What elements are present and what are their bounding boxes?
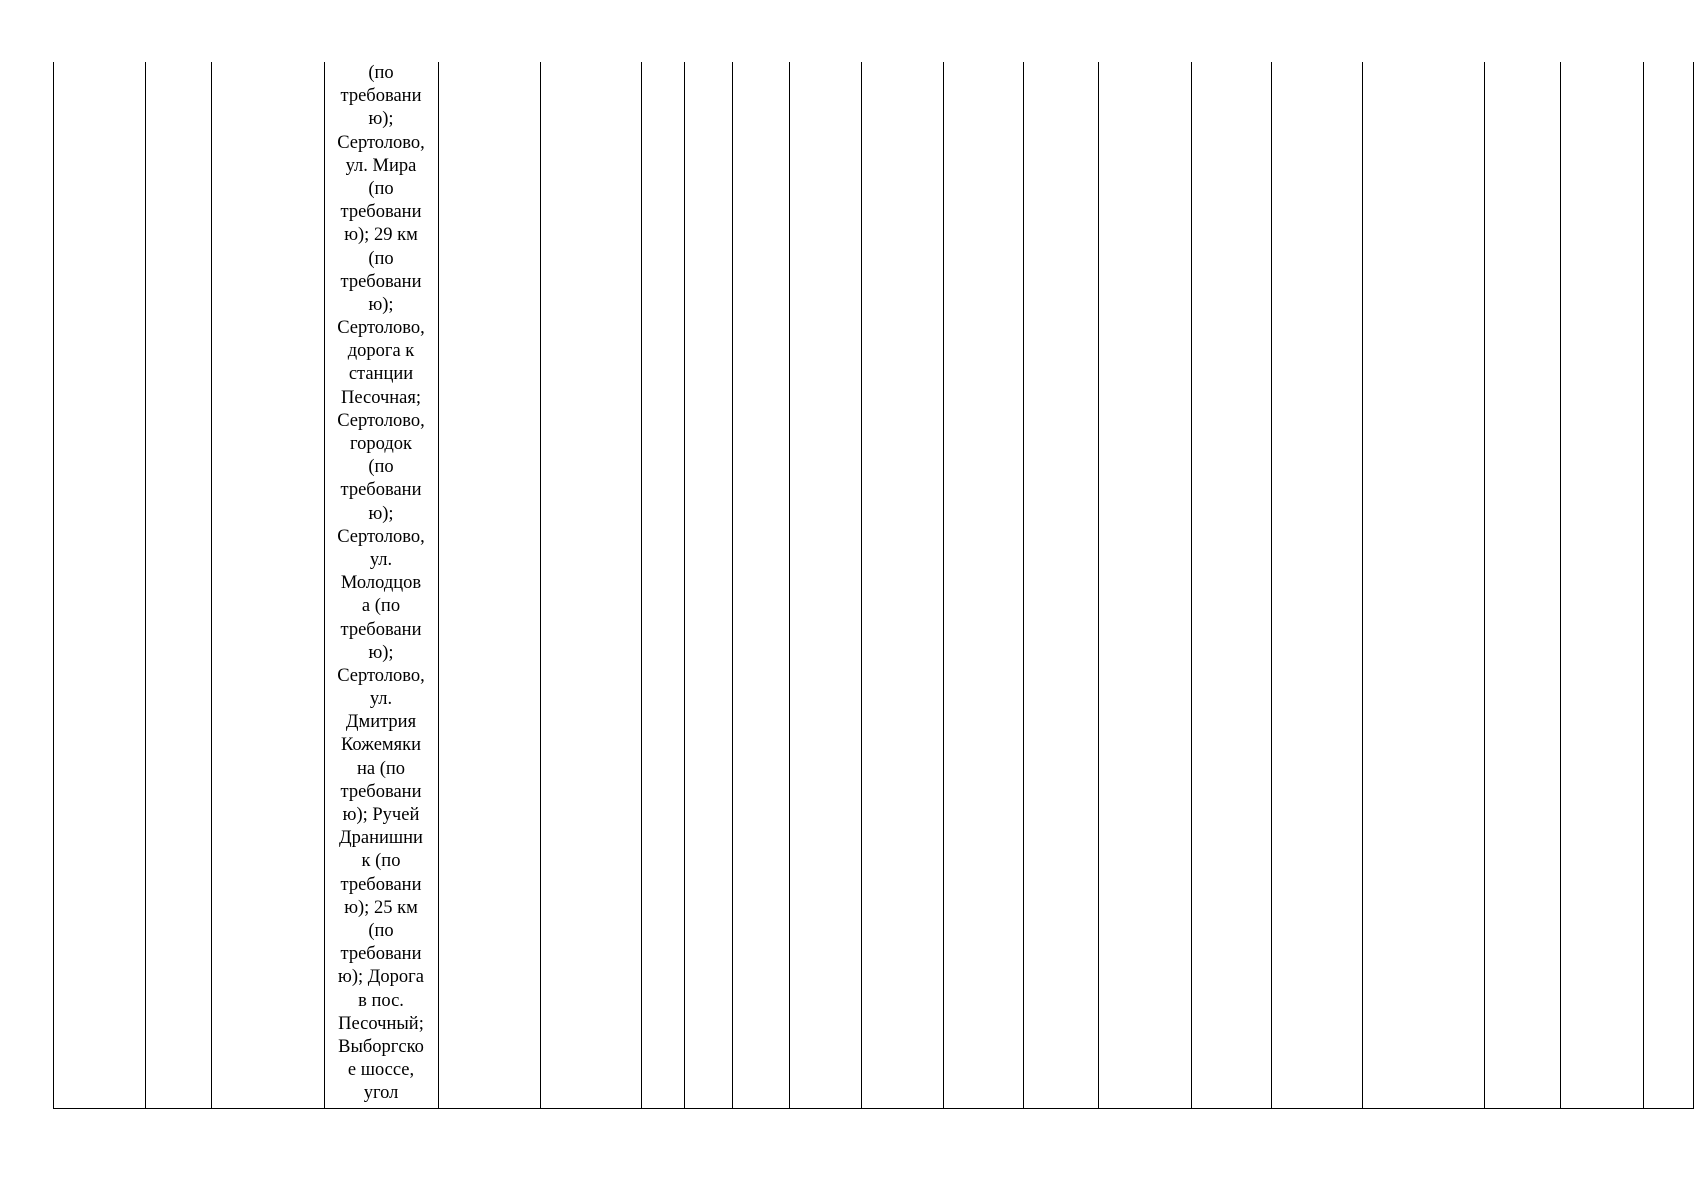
cell-text-line: требовани (340, 202, 422, 223)
table-column-border (641, 62, 642, 1109)
cell-text-line: требовани (340, 480, 422, 501)
cell-text-line: Сертолово, (337, 132, 425, 153)
cell-text-line: ю); (368, 503, 394, 524)
table-column-border (438, 62, 439, 1109)
cell-text-line: требовани (340, 271, 422, 292)
cell-text-line: ю); (368, 642, 394, 663)
table-column-border (789, 62, 790, 1109)
cell-text-line: Сертолово, (337, 665, 425, 686)
cell-text-line: (по (368, 457, 394, 478)
cell-text-line: ю); 29 км (344, 225, 418, 246)
cell-text-line: ул. (369, 549, 393, 570)
cell-text-line: Молодцов (340, 573, 422, 594)
cell-text-line: Выборгско (338, 1036, 424, 1057)
table-column-border (684, 62, 685, 1109)
cell-text-line: требовани (340, 944, 422, 965)
cell-text-line: на (по (356, 758, 406, 779)
table-column-border (1098, 62, 1099, 1109)
table-column-border (861, 62, 862, 1109)
table-column-border (53, 62, 54, 1109)
cell-text-line: ю); Ручей (342, 805, 420, 825)
table-column-border (1560, 62, 1561, 1109)
cell-text-line: (по (368, 178, 394, 199)
table-bottom-border (53, 1108, 1694, 1109)
cell-text-line: Сертолово, (337, 318, 425, 339)
cell-text-line: требовани (340, 781, 422, 802)
cell-text-line: (по (368, 248, 394, 269)
cell-text-line: Дранишни (339, 828, 423, 849)
cell-text-line: Дмитрия (345, 712, 417, 733)
cell-text-line: городок (350, 434, 412, 454)
table-column-border (732, 62, 733, 1109)
table-cell-stops (324, 62, 438, 1108)
cell-text-line: Песочный; (338, 1013, 424, 1034)
cell-text-line: Сертолово, (337, 410, 425, 431)
cell-text-line: станции (348, 364, 414, 385)
cell-text-line: (по (368, 63, 394, 83)
table-column-border (540, 62, 541, 1109)
cell-text-line: дорога к (347, 341, 415, 362)
table-column-border (1643, 62, 1644, 1109)
cell-text-line: ул. Мира (345, 155, 417, 176)
table-column-border (145, 62, 146, 1109)
cell-text-line: (по (368, 920, 394, 941)
table-column-border (211, 62, 212, 1109)
cell-text-line: Кожемяки (340, 735, 422, 756)
cell-text-line: ю); Дорога (338, 967, 424, 988)
table-column-border (1362, 62, 1363, 1109)
cell-text-line: е шоссе, (347, 1060, 415, 1081)
cell-text-line: а (по (361, 596, 401, 617)
table-column-border (943, 62, 944, 1109)
cell-text-line: требовани (340, 619, 422, 640)
cell-text-line: ю); 25 км (344, 897, 418, 918)
cell-text-line: ул. (369, 689, 393, 710)
cell-text-line: требовани (340, 86, 422, 107)
table-column-border (1023, 62, 1024, 1109)
table-column-border (1693, 62, 1694, 1109)
cell-text-line: требовани (340, 874, 422, 895)
table-column-border (1191, 62, 1192, 1109)
cell-text-line: угол (363, 1083, 399, 1104)
cell-text-line: к (по (361, 851, 401, 872)
cell-text-line: Песочная; (340, 387, 422, 408)
cell-text-line: ю); (368, 109, 394, 130)
table-column-border (1484, 62, 1485, 1109)
cell-text-line: ю); (368, 294, 394, 315)
cell-text-line: Сертолово, (337, 526, 425, 547)
table-column-border (1271, 62, 1272, 1109)
cell-text-line: в пос. (358, 990, 404, 1011)
